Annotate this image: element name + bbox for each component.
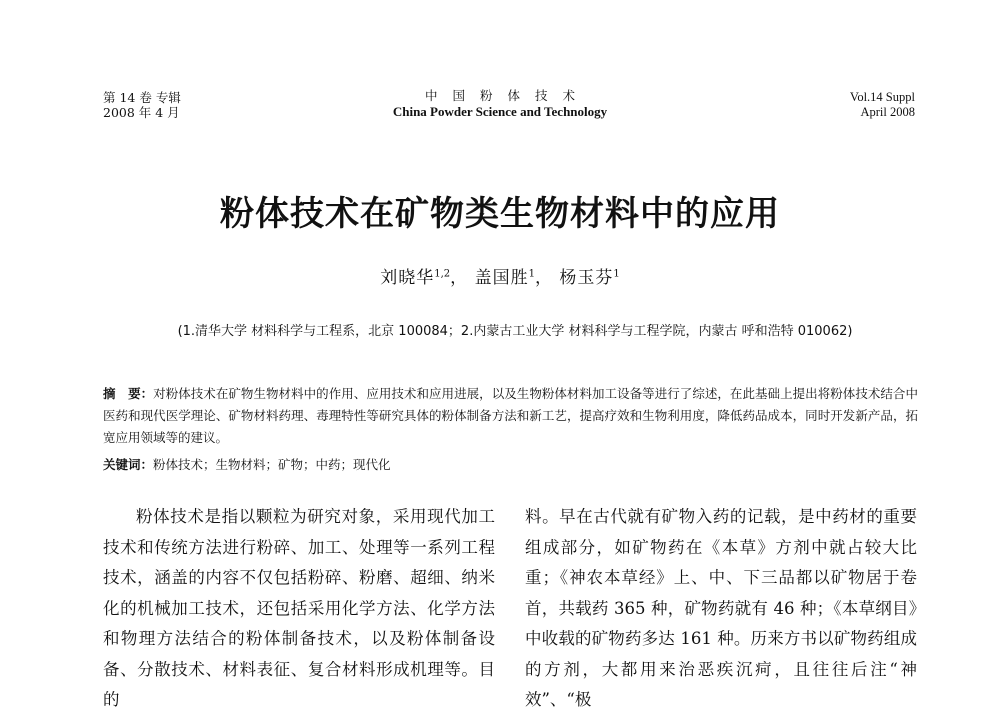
author-affiliation-mark: 1,2 xyxy=(434,268,451,280)
author-separator: ， xyxy=(534,268,553,288)
body-paragraph: 粉体技术是指以颗粒为研究对象，采用现代加工技术和传统方法进行粉碎、加工、处理等一系列工程技术，涵盖的内容不仅包括粉碎、粉磨、超细、纳米化的机械加工技术，还包括采用化学方法、化学方法和物理方法结合的粉体制备技术，以及粉体制备设备、分散技术、材料表征、复合材料形成机理等。目的 xyxy=(103,507,495,709)
abstract-text: 对粉体技术在矿物生物材料中的作用、应用技术和应用进展，以及生物粉体材料加工设备等进行了综述，在此基础上提出将粉体技术结合中医药和现代医学理论、矿物材料药理、毒理特性等研究具体的粉体制备方法和新工艺，提高疗效和生物利用度，降低药品成本，同时开发新产品，拓宽应用领域等的建议。 xyxy=(103,386,918,445)
author-name: 杨玉芬 xyxy=(559,268,614,288)
author-name: 盖国胜 xyxy=(474,268,529,288)
author-list xyxy=(0,263,1000,288)
keywords xyxy=(103,455,918,475)
header-date-en: April 2008 xyxy=(860,105,915,119)
author-name: 刘晓华 xyxy=(380,268,435,288)
header-date: 2008 年 4 月 xyxy=(103,105,180,120)
author-separator: ， xyxy=(450,268,469,288)
journal-name-en: China Powder Science and Technology xyxy=(392,104,608,119)
article-title: 粉体技术在矿物类生物材料中的应用 xyxy=(220,194,780,234)
body-column-left xyxy=(103,502,495,716)
body-column-right xyxy=(525,502,917,716)
keywords-text: 粉体技术；生物材料；矿物；中药；现代化 xyxy=(153,457,391,472)
header-vol-en: Vol.14 Suppl xyxy=(849,90,915,104)
abstract xyxy=(103,383,918,449)
abstract-label: 摘 要： xyxy=(103,386,154,401)
journal-name-cn: 中国粉体技术 xyxy=(424,88,590,103)
affiliations: (1.清华大学 材料科学与工程系，北京 100084；2.内蒙古工业大学 材料科学与工程学院，内蒙古 呼和浩特 010062) xyxy=(177,324,853,339)
header-volume: 第 14 卷 专辑 xyxy=(103,90,181,105)
body-paragraph: 料。早在古代就有矿物入药的记载，是中药材的重要组成部分，如矿物药在《本草》方剂中就占较大比重；《神农本草经》上、中、下三品都以矿物居于卷首，共载药 365 种，矿物药就有 46 种；《本草纲目》中收载的矿物药多达 161 种。历来方书以矿物药组成的方剂，大都用来治恶疾沉疴，且往往后注“神效”、“极 xyxy=(525,507,917,709)
keywords-label: 关键词： xyxy=(103,457,154,472)
author-affiliation-mark: 1 xyxy=(528,268,535,280)
header-issue-info xyxy=(850,90,915,120)
author-affiliation-mark: 1 xyxy=(613,268,620,280)
